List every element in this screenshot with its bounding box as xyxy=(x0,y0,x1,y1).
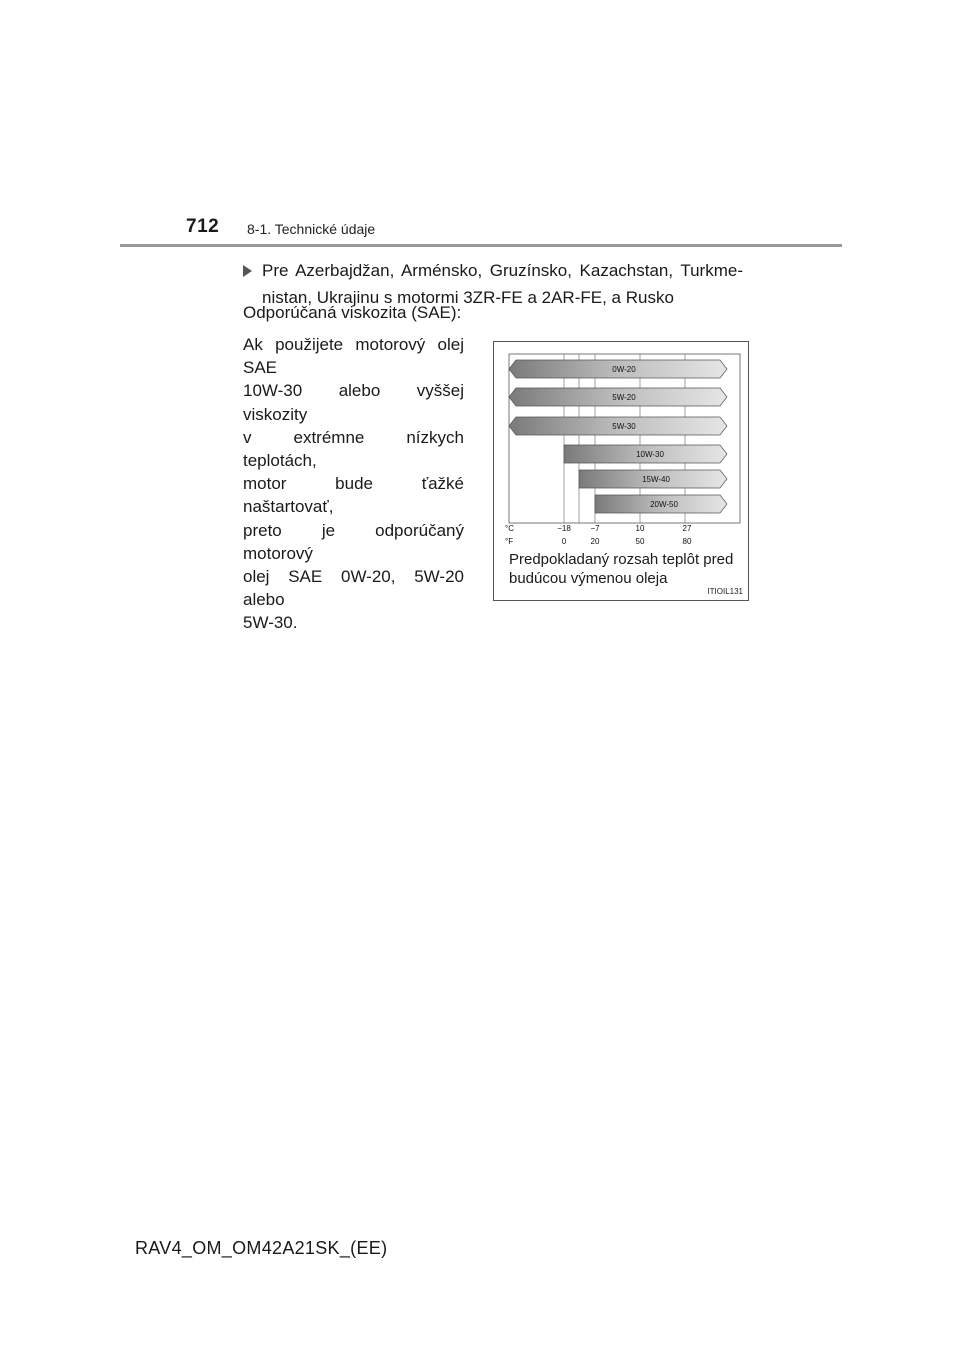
bar-5w-20 xyxy=(509,388,727,406)
fahrenheit-tick-label: 20 xyxy=(590,537,600,546)
header-divider xyxy=(120,244,842,247)
bullet-text-line2: nistan, Ukrajinu s motormi 3ZR-FE a 2AR-FE, a Rusko xyxy=(262,288,674,307)
body-line: Ak použijete motorový olej SAE xyxy=(243,335,464,378)
bar-10w-30 xyxy=(564,445,727,463)
fahrenheit-unit-label: °F xyxy=(505,537,514,546)
bar-label: 20W-50 xyxy=(650,500,678,509)
celsius-tick-label: 27 xyxy=(682,524,692,533)
caption-line: Predpokladaný rozsah teplôt pred xyxy=(509,551,734,568)
bar-label: 5W-30 xyxy=(612,422,636,431)
body-paragraph xyxy=(243,333,464,635)
bar-15w-40 xyxy=(579,470,727,488)
document-footer: RAV4_OM_OM42A21SK_(EE) xyxy=(135,1238,388,1258)
bar-label: 10W-30 xyxy=(636,450,664,459)
figure-code: ITIOIL131 xyxy=(707,587,743,596)
page-number: 712 xyxy=(186,216,220,237)
caption-line: budúcou výmenou oleja xyxy=(509,570,668,587)
bar-0w-20 xyxy=(509,360,727,378)
fahrenheit-tick-label: 80 xyxy=(682,537,692,546)
bar-label: 15W-40 xyxy=(642,475,670,484)
viscosity-subheading: Odporúčaná viskozita (SAE): xyxy=(243,303,462,322)
body-line: olej SAE 0W-20, 5W-20 alebo xyxy=(243,567,464,610)
fahrenheit-tick-label: 0 xyxy=(561,537,567,546)
bar-label: 5W-20 xyxy=(612,393,636,402)
bar-5w-30 xyxy=(509,417,727,435)
bar-label: 0W-20 xyxy=(612,365,636,374)
body-line: motor bude ťažké naštartovať, xyxy=(243,474,464,517)
section-title: 8-1. Technické údaje xyxy=(247,221,376,237)
viscosity-chart-figure xyxy=(493,341,749,601)
body-line: preto je odporúčaný motorový xyxy=(243,520,464,563)
figure-caption xyxy=(509,550,733,588)
fahrenheit-tick-label: 50 xyxy=(635,537,645,546)
body-line: 5W-30. xyxy=(243,613,298,633)
body-line: v extrémne nízkych teplotách, xyxy=(243,427,464,471)
triangle-bullet-icon xyxy=(243,265,252,277)
celsius-tick-label: −7 xyxy=(590,524,600,533)
body-line: 10W-30 alebo vyššej viskozity xyxy=(243,381,464,424)
bar-20w-50 xyxy=(595,495,727,513)
celsius-tick-label: 10 xyxy=(635,524,645,533)
celsius-unit-label: °C xyxy=(505,524,514,533)
bullet-text-line1: Pre Azerbajdžan, Arménsko, Gruzínsko, Kazachstan, Turkme- xyxy=(262,261,743,280)
celsius-tick-label: −18 xyxy=(557,524,571,533)
